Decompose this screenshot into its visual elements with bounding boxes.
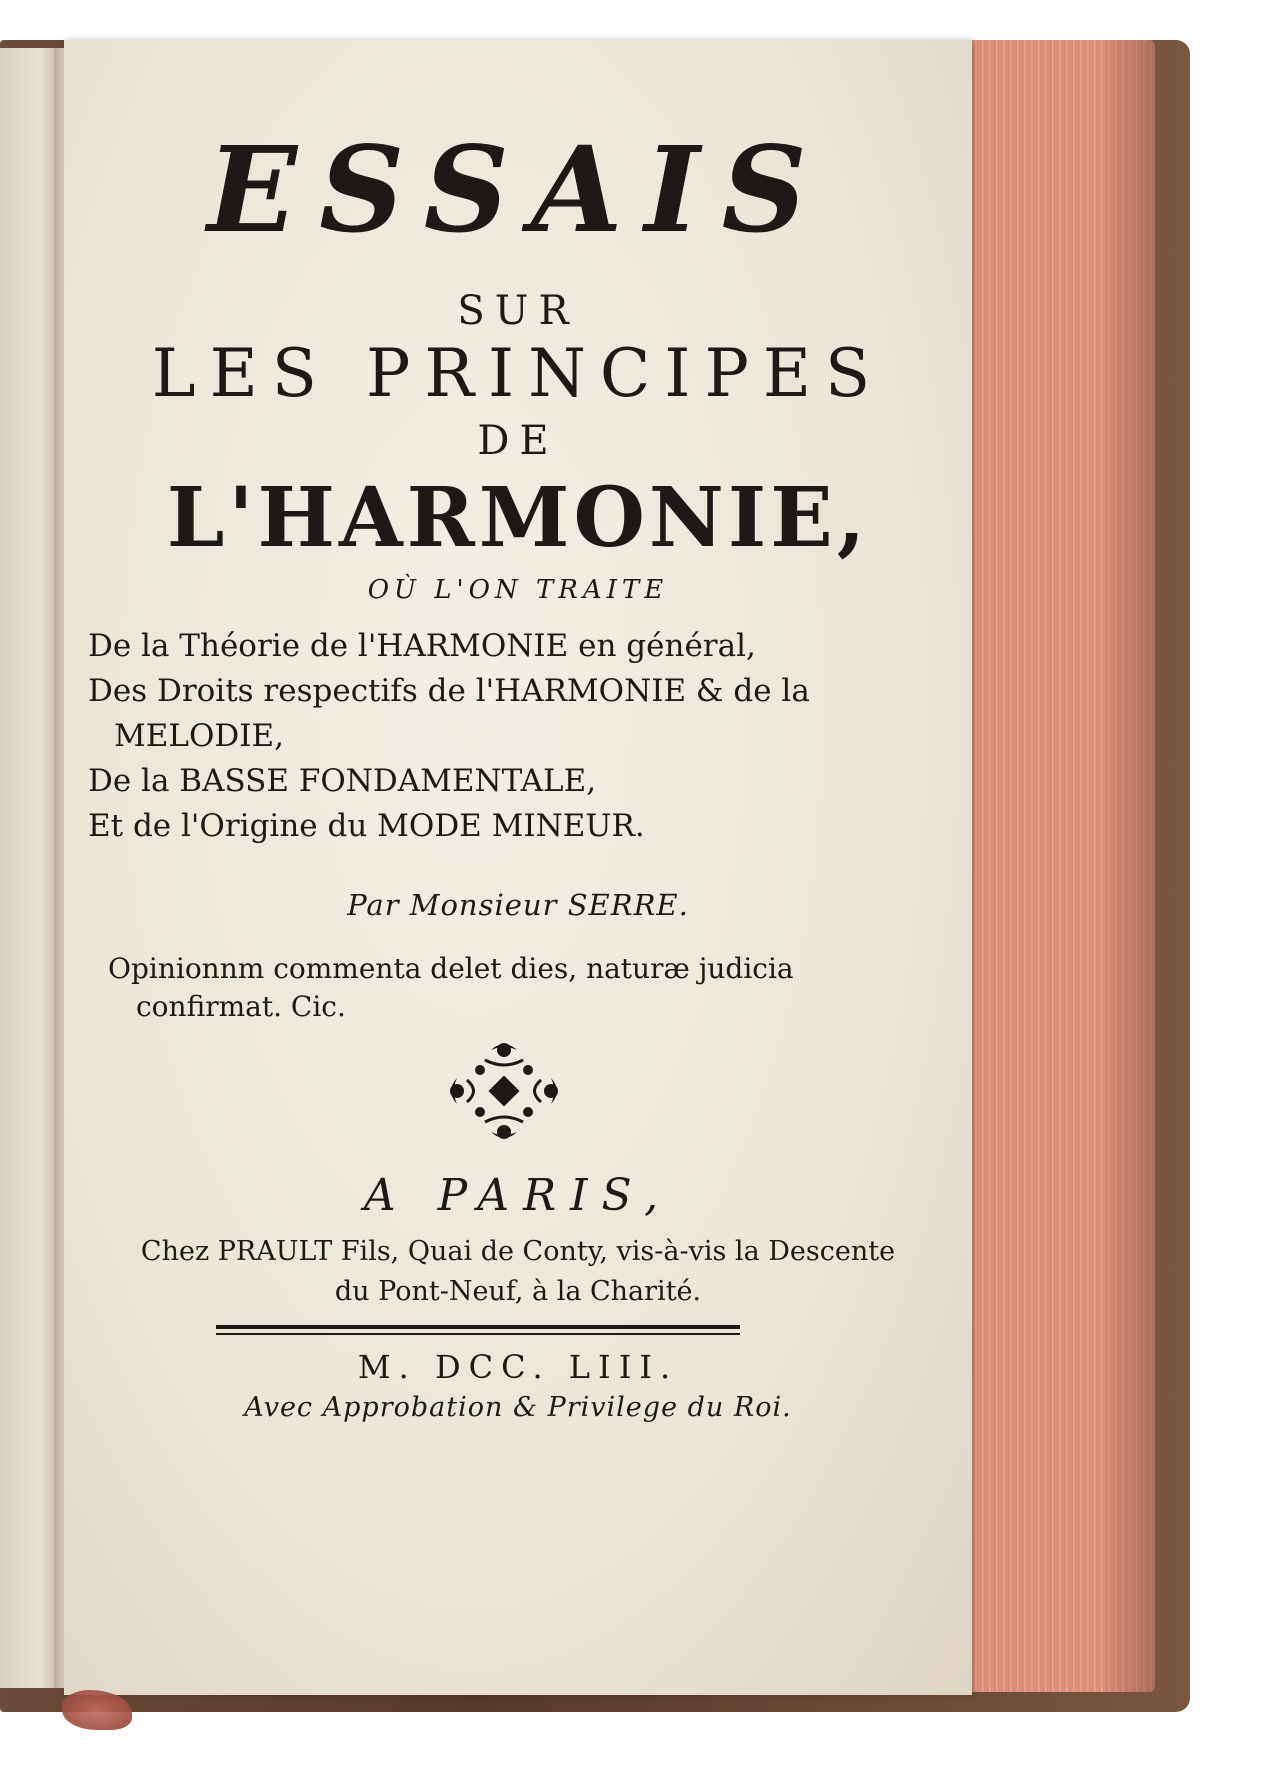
title-page <box>64 40 972 1695</box>
red-page-edges <box>950 40 1155 1692</box>
title-de: DE <box>477 418 559 464</box>
title-sur: SUR <box>457 288 579 334</box>
imprint-place: A PARIS, <box>363 1170 673 1221</box>
contents-line-5: Et de l'Origine du MODE MINEUR. <box>88 808 645 844</box>
contents-line-2: Des Droits respectifs de l'HARMONIE & de la <box>88 673 810 709</box>
contents-line-4: De la BASSE FONDAMENTALE, <box>88 763 597 799</box>
contents-line-1: De la Théorie de l'HARMONIE en général, <box>88 628 756 664</box>
double-rule-bottom <box>216 1333 740 1335</box>
imprint-publisher-line-2: du Pont-Neuf, à la Charité. <box>334 1276 702 1307</box>
subtitle-ou-l-on-traite: OÙ L'ON TRAITE <box>367 575 669 605</box>
epigraph-line-2: confirmat. Cic. <box>136 990 346 1023</box>
title-harmonie: L'HARMONIE, <box>166 470 870 566</box>
title-principes: LES PRINCIPES <box>151 335 885 412</box>
epigraph-line-1: Opinionnm commenta delet dies, naturæ judicia <box>108 952 794 985</box>
title-essais: ESSAIS <box>207 120 829 259</box>
imprint-year: M. DCC. LIII. <box>357 1348 679 1386</box>
imprint-privilege: Avec Approbation & Privilege du Roi. <box>244 1392 792 1423</box>
contents-line-3: MELODIE, <box>114 718 284 754</box>
author-line: Par Monsieur SERRE. <box>347 888 689 922</box>
double-rule-top <box>216 1325 740 1329</box>
printers-ornament-icon <box>445 1040 563 1142</box>
left-page <box>0 48 60 1688</box>
imprint-publisher-line-1: Chez PRAULT Fils, Quai de Conty, vis-à-vis la Descente <box>140 1236 896 1267</box>
